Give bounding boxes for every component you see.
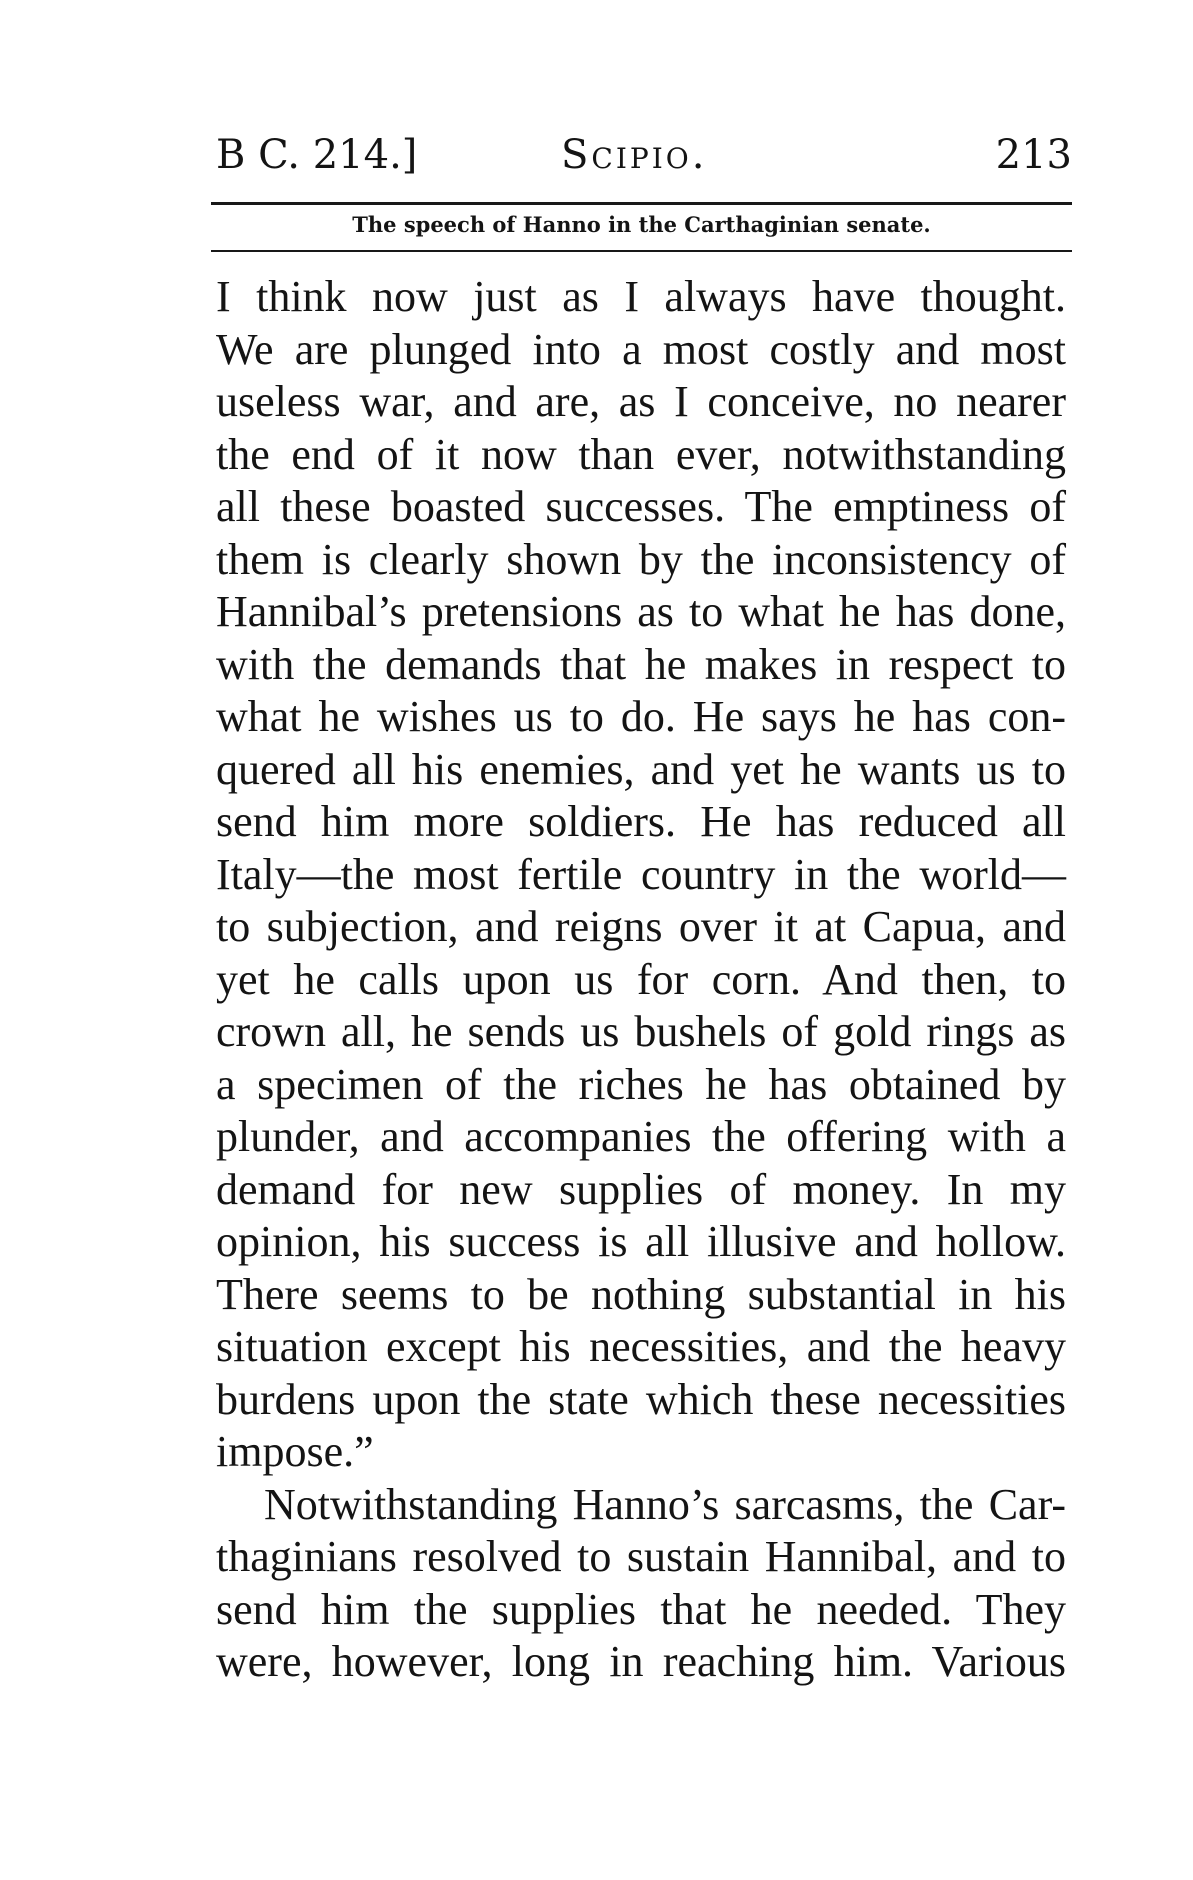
header-rule-top	[211, 202, 1072, 205]
text-line: quered all his enemies, and yet he wants us to	[216, 744, 1066, 794]
text-line: We are plunged into a most costly and most	[216, 324, 1066, 374]
text-line: all these boasted successes. The emptiness of	[216, 482, 1066, 531]
text-line: were, however, long in reaching him. Various	[216, 1637, 1066, 1686]
text-line: what he wishes us to do. He says he has con-	[216, 692, 1066, 741]
running-title: Scipio.	[561, 132, 708, 178]
text-line: demand for new supplies of money. In my	[216, 1164, 1066, 1214]
paragraph-start-line: Notwithstanding Hanno’s sarcasms, the Car-	[264, 1479, 1066, 1529]
page-number: 213	[995, 132, 1072, 178]
text-line: the end of it now than ever, notwithstanding	[216, 429, 1066, 479]
date-reference: B C. 214.]	[216, 132, 418, 178]
text-line: I think now just as I always have thought.	[216, 272, 1066, 321]
text-line: send him the supplies that he needed. They	[216, 1584, 1066, 1634]
paragraph-end-line: impose.”	[216, 1427, 374, 1476]
text-line: with the demands that he makes in respect to	[216, 639, 1066, 689]
body-text	[216, 271, 1066, 1689]
text-line: plunder, and accompanies the offering with a	[216, 1112, 1066, 1161]
text-line: There seems to be nothing substantial in his	[216, 1269, 1066, 1319]
text-line: crown all, he sends us bushels of gold rings as	[216, 1007, 1066, 1056]
text-line: them is clearly shown by the inconsistency of	[216, 534, 1066, 584]
text-line: useless war, and are, as I conceive, no nearer	[216, 377, 1066, 426]
text-line: a specimen of the riches he has obtained by	[216, 1059, 1066, 1109]
text-line: Hannibal’s pretensions as to what he has done,	[216, 587, 1066, 636]
text-line: send him more soldiers. He has reduced all	[216, 797, 1066, 846]
text-line: to subjection, and reigns over it at Capua, and	[216, 902, 1066, 951]
text-line: Italy—the most fertile country in the world—	[216, 849, 1066, 899]
running-head	[216, 130, 1072, 186]
text-line: thaginians resolved to sustain Hannibal, and to	[216, 1532, 1066, 1581]
text-line: situation except his necessities, and the heavy	[216, 1322, 1066, 1371]
section-subtitle: The speech of Hanno in the Carthaginian senate.	[352, 212, 931, 237]
text-line: yet he calls upon us for corn. And then, to	[216, 954, 1066, 1004]
text-line: burdens upon the state which these necessities	[216, 1374, 1066, 1424]
text-line: opinion, his success is all illusive and hollow.	[216, 1217, 1066, 1266]
header-rule-bottom	[211, 250, 1072, 252]
